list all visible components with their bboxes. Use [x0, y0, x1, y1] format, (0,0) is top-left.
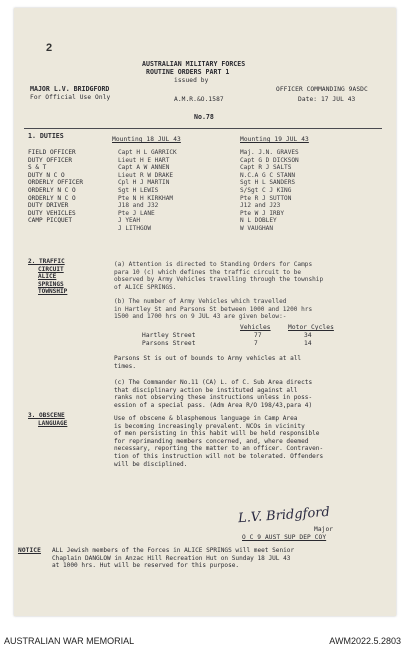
parsons-note: Parsons St is out of bounds to Army vehicles at all times.: [114, 355, 302, 370]
org-line-2: ROUTINE ORDERS PART 1: [146, 68, 230, 76]
table-street: Hartley Street: [142, 332, 196, 339]
org-line-1: AUSTRALIAN MILITARY FORCES: [142, 60, 246, 68]
signature-title: O C 9 AUST SUP DEP COY: [242, 534, 327, 541]
duty-entry: Lieut H E HART: [118, 156, 170, 164]
traffic-para-b: (b) The number of Army Vehicles which travelled in Hartley St and Parsons St between 1000 and 1200 hrs 1500 and 1700 hrs on 9 JUL 43 are given below:-: [114, 298, 313, 321]
duty-role: S & T: [28, 164, 47, 172]
duty-entry: S/Sgt C J KING: [240, 186, 292, 194]
traffic-para-c: (c) The Commander No.11 (CA) L. of C. Sub Area directs that disciplinary action be instituted against all ranks not observing these instructions unless in poss- ession of a special pass. (Adm Area R/O 198/43,para 4): [114, 379, 313, 409]
table-header-cycles: Motor Cycles: [288, 324, 334, 331]
duty-roles: [28, 149, 83, 225]
duties-col2: [240, 149, 299, 233]
footer-institution: AUSTRALIAN WAR MEMORIAL: [4, 636, 135, 646]
duty-entry: J12 and J23: [240, 202, 281, 210]
signature-rank: Major: [314, 526, 334, 533]
duty-entry: Maj. J.N. GRAVES: [240, 149, 299, 156]
duty-role: CAMP PICQUET: [28, 217, 73, 225]
language-para: Use of obscene & blasphemous language in Camp Area is becoming increasingly prevalent. NCOs in vicinity of men persisting in this habit will be held responsible for reprimanding members concerned, and, where deemed necessary, reporting the matter to an officer. Contraven- tion of this instruction will not be tolerated. Offenders will be disciplined.: [114, 415, 324, 468]
duty-role: DUTY OFFICER: [28, 156, 73, 164]
duty-role: ORDERLY N C O: [28, 194, 76, 202]
duty-role: DUTY DRIVER: [28, 202, 69, 210]
order-date: Date: 17 JUL 43: [298, 96, 356, 103]
classification: For Official Use Only: [30, 94, 111, 101]
duty-role: ORDERLY OFFICER: [28, 179, 84, 187]
duty-role: FIELD OFFICER: [28, 149, 76, 156]
header-rule: [24, 128, 382, 129]
duty-role: ORDERLY N C O: [28, 186, 76, 194]
notice-text: ALL Jewish members of the Forces in ALICE SPRINGS will meet Senior Chaplain DANGLOW in Anzac Hill Recreation Hut on Sunday 18 JUL 43 at 1000 hrs. Hut will be reserved for this purpose.: [52, 547, 295, 570]
duty-entry: Sgt H LEWIS: [118, 186, 159, 194]
duty-entry: N.C.A G C STANN: [240, 171, 296, 179]
handwritten-signature: L.V. Bridgford: [237, 504, 331, 527]
order-number: No.78: [194, 113, 214, 121]
traffic-para-a: (a) Attention is directed to Standing Orders for Camps para 10 (c) which defines the traffic circuit to be observed by Army Vehicles travelling through the township of ALICE SPRINGS.: [114, 261, 324, 291]
duty-entry: N L DOBLEY: [240, 217, 277, 225]
table-header-vehicles: Vehicles: [240, 324, 271, 331]
duty-entry: Pte R J SUTTON: [240, 194, 292, 202]
duties-col2-header: Mounting 19 JUL 43: [240, 136, 309, 143]
duty-entry: Pte J LANE: [118, 209, 155, 217]
table-cycles: 14: [304, 340, 312, 347]
page-mark: 2: [46, 42, 53, 54]
table-cycles: 34: [304, 332, 312, 339]
duty-entry: Cpl H J MARTIN: [118, 179, 170, 187]
duties-col1-header: Mounting 18 JUL 43: [112, 136, 181, 143]
issuer-name: MAJOR L.V. BRIDGFORD: [30, 85, 110, 93]
language-heading: 3. OBSCENE LANGUAGE: [28, 412, 68, 427]
duty-entry: Lieut R W DRAKE: [118, 171, 174, 179]
org-line-3: issued by: [174, 77, 209, 84]
duty-entry: Capt H L GARRICK: [118, 149, 177, 156]
duty-entry: J18 and J32: [118, 202, 159, 210]
duty-role: DUTY N C O: [28, 171, 65, 179]
duty-entry: Pte W J IRBY: [240, 209, 285, 217]
traffic-heading: 2. TRAFFIC CIRCUIT ALICE SPRINGS TOWNSHIP: [28, 258, 68, 296]
duty-entry: Sgt H L SANDERS: [240, 179, 296, 187]
duty-entry: W VAUGHAN: [240, 224, 274, 232]
table-street: Parsons Street: [142, 340, 196, 347]
footer-accession: AWM2022.5.2803: [329, 636, 401, 646]
duty-entry: Pte N H KIRKHAM: [118, 194, 174, 202]
duty-entry: J YEAH: [118, 217, 141, 225]
duty-entry: Capt A W ANNEN: [118, 164, 170, 172]
duty-entry: J LITHGOW: [118, 224, 152, 232]
table-vehicles: 77: [254, 332, 262, 339]
duty-entry: Capt G D DICKSON: [240, 156, 299, 164]
duties-heading: 1. DUTIES: [28, 132, 64, 140]
officer-commanding: OFFICER COMMANDING 9ASDC: [276, 86, 368, 93]
duty-entry: Capt R J SALTS: [240, 164, 292, 172]
archive-footer: [0, 626, 407, 653]
document-page: [14, 8, 396, 616]
duties-col1: [118, 149, 177, 233]
notice-label: NOTICE: [18, 547, 41, 554]
reference: A.M.R.&O.1587: [174, 96, 224, 103]
table-vehicles: 7: [254, 340, 258, 347]
duty-role: DUTY VEHICLES: [28, 209, 76, 217]
